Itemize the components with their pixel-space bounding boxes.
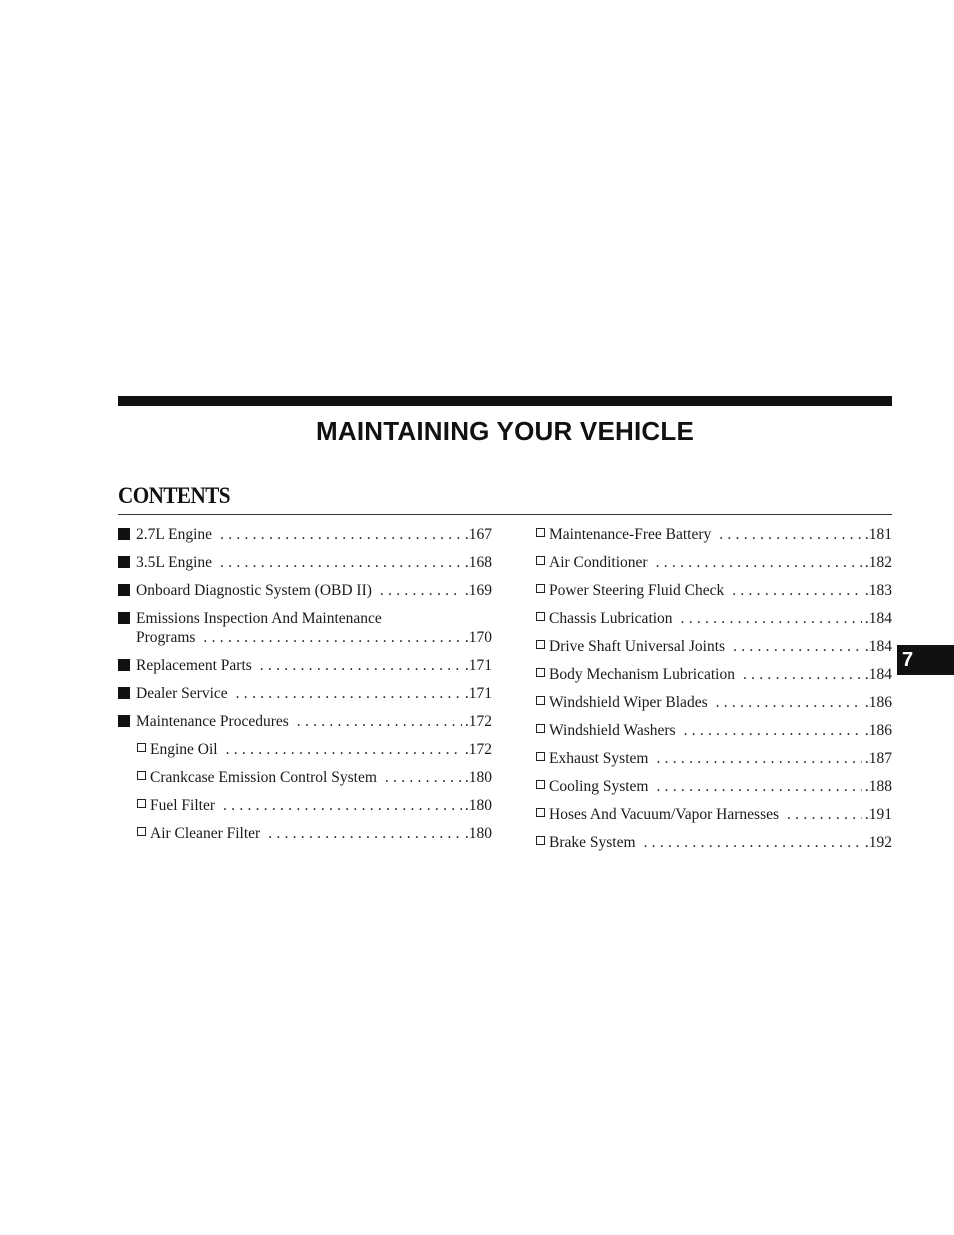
- dot-leader: [380, 580, 462, 602]
- filled-square-bullet-icon: [118, 584, 130, 596]
- dot-leader: [385, 767, 462, 789]
- toc-entry-page: .180: [464, 797, 492, 814]
- toc-entry-label: Windshield Washers: [549, 722, 676, 739]
- toc-entry-label: 2.7L Engine: [136, 526, 213, 543]
- toc-entry-page: .180: [464, 825, 492, 842]
- toc-subentry[interactable]: [536, 748, 892, 776]
- toc-entry-label: Maintenance Procedures: [136, 713, 289, 730]
- toc-entry[interactable]: [118, 711, 492, 739]
- toc-entry-label: Dealer Service: [136, 685, 228, 702]
- top-rule: [118, 396, 892, 406]
- dot-leader: [268, 823, 462, 845]
- toc-entry-page: .170: [464, 629, 492, 646]
- open-square-bullet-icon: [536, 584, 545, 593]
- open-square-bullet-icon: [137, 799, 146, 808]
- toc-entry-label: Brake System: [549, 834, 636, 851]
- dot-leader: [220, 524, 462, 546]
- open-square-bullet-icon: [536, 808, 545, 817]
- open-square-bullet-icon: [536, 668, 545, 677]
- toc-entry-page: .182: [864, 554, 892, 571]
- toc-entry-page: .172: [464, 713, 492, 730]
- toc-entry-label: Hoses And Vacuum/Vapor Harnesses: [549, 806, 780, 823]
- toc-subentry[interactable]: [118, 823, 492, 851]
- toc-subentry[interactable]: [536, 524, 892, 552]
- toc-entry[interactable]: [118, 524, 492, 552]
- dot-leader: [684, 720, 862, 742]
- toc-subentry[interactable]: [536, 664, 892, 692]
- toc-entry-label: Chassis Lubrication: [549, 610, 673, 627]
- dot-leader: [260, 655, 462, 677]
- toc-entry-page: .184: [864, 610, 892, 627]
- dot-leader: [203, 627, 461, 649]
- toc-entry-label: Replacement Parts: [136, 657, 252, 674]
- toc-entry-label: Air Cleaner Filter: [150, 825, 261, 842]
- dot-leader: [719, 524, 862, 546]
- toc-entry-page: .184: [864, 666, 892, 683]
- toc-subentry[interactable]: [536, 552, 892, 580]
- dot-leader: [743, 664, 862, 686]
- dot-leader: [220, 552, 462, 574]
- filled-square-bullet-icon: [118, 715, 130, 727]
- toc-entry-label: Onboard Diagnostic System (OBD II): [136, 582, 372, 599]
- open-square-bullet-icon: [536, 556, 545, 565]
- toc-entry-label: 3.5L Engine: [136, 554, 213, 571]
- toc-entry-page: .167: [464, 526, 492, 543]
- toc-entry-page: .169: [464, 582, 492, 599]
- toc-entry-label-continued: Programs: [136, 629, 196, 646]
- filled-square-bullet-icon: [118, 659, 130, 671]
- contents-divider: [118, 514, 892, 515]
- filled-square-bullet-icon: [118, 556, 130, 568]
- toc-entry[interactable]: [118, 608, 492, 655]
- toc-entry[interactable]: [118, 683, 492, 711]
- dot-leader: [787, 804, 862, 826]
- toc-entry-label: Drive Shaft Universal Joints: [549, 638, 726, 655]
- toc-subentry[interactable]: [536, 692, 892, 720]
- dot-leader: [681, 608, 862, 630]
- toc-subentry[interactable]: [536, 636, 892, 664]
- toc-entry-label: Exhaust System: [549, 750, 649, 767]
- toc-entry-page: .181: [864, 526, 892, 543]
- toc-subentry[interactable]: [536, 720, 892, 748]
- dot-leader: [656, 776, 861, 798]
- toc-entry-page: .171: [464, 657, 492, 674]
- toc-subentry[interactable]: [118, 795, 492, 823]
- toc-entry-page: .186: [864, 722, 892, 739]
- toc-subentry[interactable]: [536, 832, 892, 860]
- toc-entry-label: Power Steering Fluid Check: [549, 582, 725, 599]
- toc-entry-label: Engine Oil: [150, 741, 218, 758]
- toc-entry-page: .186: [864, 694, 892, 711]
- toc-entry-page: .184: [864, 638, 892, 655]
- open-square-bullet-icon: [536, 696, 545, 705]
- dot-leader: [656, 748, 861, 770]
- open-square-bullet-icon: [137, 827, 146, 836]
- toc-entry-label: Cooling System: [549, 778, 649, 795]
- dot-leader: [644, 832, 862, 854]
- toc-subentry[interactable]: [536, 608, 892, 636]
- toc-entry-label: Emissions Inspection And Maintenance: [136, 610, 382, 627]
- toc-entry-label: Air Conditioner: [549, 554, 648, 571]
- toc-entry-label: Crankcase Emission Control System: [150, 769, 377, 786]
- filled-square-bullet-icon: [118, 687, 130, 699]
- toc-entry-page: .171: [464, 685, 492, 702]
- toc-subentry[interactable]: [536, 804, 892, 832]
- toc-entry-label: Body Mechanism Lubrication: [549, 666, 735, 683]
- toc-entry-page: .168: [464, 554, 492, 571]
- toc-entry-page: .180: [464, 769, 492, 786]
- toc-left-column: [118, 524, 492, 851]
- page-title: MAINTAINING YOUR VEHICLE: [316, 416, 694, 446]
- toc-subentry[interactable]: [536, 580, 892, 608]
- dot-leader: [716, 692, 862, 714]
- chapter-tab: 7: [897, 645, 954, 675]
- dot-leader: [656, 552, 862, 574]
- toc-right-column: [536, 524, 892, 860]
- open-square-bullet-icon: [536, 752, 545, 761]
- toc-entry-label: Fuel Filter: [150, 797, 216, 814]
- toc-entry-page: .188: [864, 778, 892, 795]
- contents-heading: CONTENTS: [118, 483, 230, 508]
- dot-leader: [223, 795, 462, 817]
- dot-leader: [226, 739, 462, 761]
- toc-entry-label: Windshield Wiper Blades: [549, 694, 708, 711]
- toc-subentry[interactable]: [118, 767, 492, 795]
- dot-leader: [732, 580, 862, 602]
- toc-entry[interactable]: [118, 552, 492, 580]
- dot-leader: [236, 683, 462, 705]
- toc-entry[interactable]: [118, 580, 492, 608]
- toc-subentry[interactable]: [118, 739, 492, 767]
- toc-entry-label: Maintenance-Free Battery: [549, 526, 712, 543]
- toc-subentry[interactable]: [536, 776, 892, 804]
- open-square-bullet-icon: [536, 724, 545, 733]
- toc-entry[interactable]: [118, 655, 492, 683]
- open-square-bullet-icon: [137, 771, 146, 780]
- open-square-bullet-icon: [536, 528, 545, 537]
- toc-entry-page: .187: [864, 750, 892, 767]
- toc-entry-page: .172: [464, 741, 492, 758]
- dot-leader: [297, 711, 462, 733]
- open-square-bullet-icon: [536, 612, 545, 621]
- dot-leader: [733, 636, 862, 658]
- toc-entry-page: .183: [864, 582, 892, 599]
- open-square-bullet-icon: [536, 640, 545, 649]
- toc-entry-page: .192: [864, 834, 892, 851]
- toc-entry-page: .191: [864, 806, 892, 823]
- filled-square-bullet-icon: [118, 528, 130, 540]
- filled-square-bullet-icon: [118, 612, 130, 624]
- open-square-bullet-icon: [536, 836, 545, 845]
- open-square-bullet-icon: [137, 743, 146, 752]
- open-square-bullet-icon: [536, 780, 545, 789]
